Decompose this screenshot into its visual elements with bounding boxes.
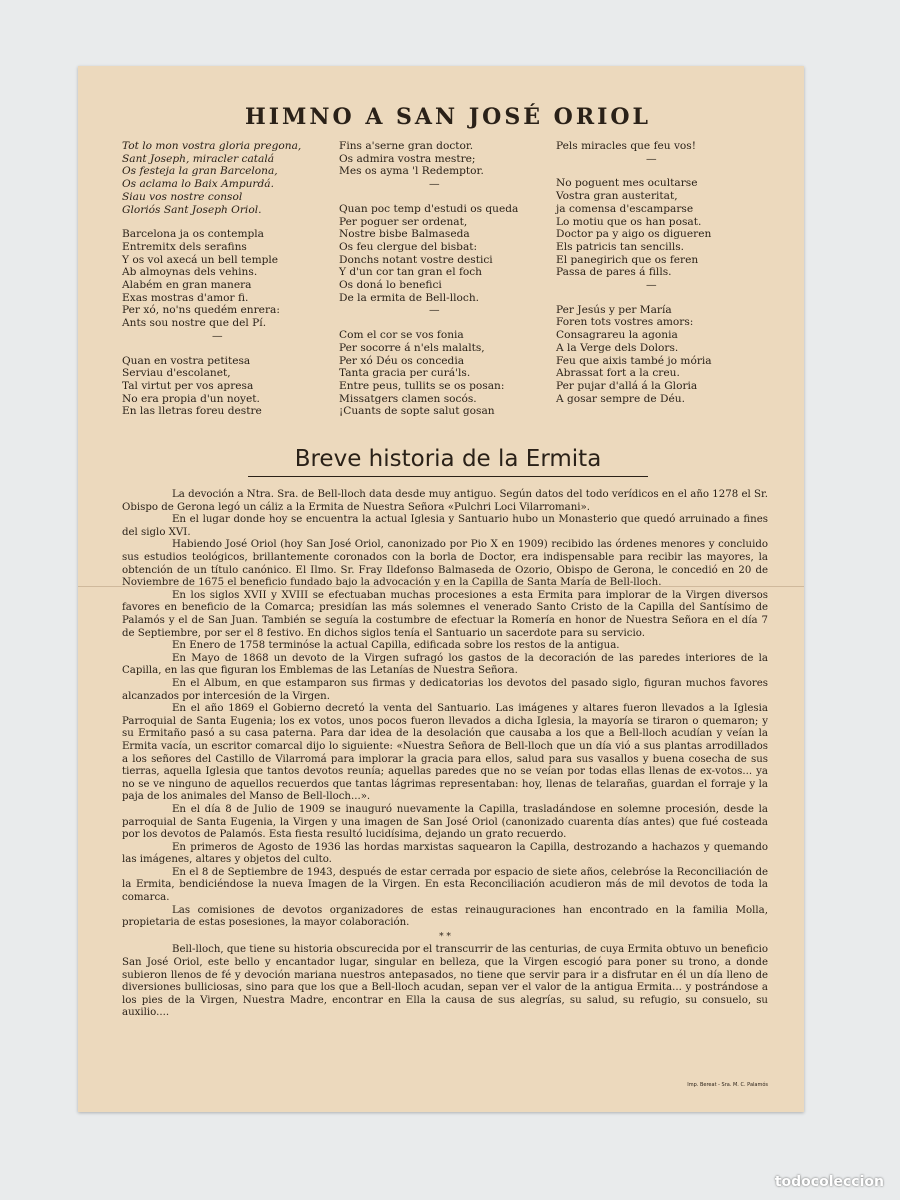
poem-line: Foren tots vostres amors: — [556, 316, 694, 329]
document-title: HIMNO A SAN JOSÉ ORIOL — [244, 104, 652, 130]
poem-line: Tanta gracia per curá'ls. — [339, 367, 471, 380]
poem-line: Vostra gran austeritat, — [556, 190, 678, 203]
poem-stanza — [339, 203, 534, 317]
poem-line: Os aclama lo Baix Ampurdá. — [122, 178, 274, 191]
poem-line: Ab almoynas dels vehins. — [122, 266, 258, 279]
watermark-logo: todocoleccion — [774, 1174, 884, 1190]
poem-line: Passa de pares á fills. — [556, 266, 672, 279]
poem-line: Per pujar d'allá á la Gloria — [556, 379, 698, 392]
poem-line: Com el cor se vos fonia — [339, 329, 464, 342]
poem-line: ja comensa d'escamparse — [556, 202, 694, 215]
poem-stanza — [339, 329, 534, 418]
poem-line: El panegirich que os feren — [556, 253, 699, 266]
poem-column-1 — [122, 140, 317, 430]
poem-line: A la Verge dels Dolors. — [556, 341, 679, 354]
poem-line: Per Jesús y per María — [556, 303, 672, 316]
poem-line: Feu que aixis també jo mória — [556, 354, 712, 367]
history-paragraph: En los siglos XVII y XVIII se efectuaban muchas procesiones a esta Ermita para implorar de la Virgen diversos favores en beneficio de la Comarca; presidían las más solemnes el venerado Santo Cristo de la Capilla del Santísimo de Palamós y el de San Juan. También se seguía la costumbre de efectuar la Romería en honor de Nuestra Señora en el día 7 de Septiembre, por ser el 8 festivo. En dichos siglos tenía el Santuario un sacerdote para su servicio. — [122, 589, 768, 639]
poem-line: No poguent mes ocultarse — [556, 177, 698, 190]
poem-line: Nostre bisbe Balmaseda — [339, 228, 470, 241]
history-paragraph: En primeros de Agosto de 1936 las hordas marxistas saquearon la Capilla, destrozando a hachazos y quemando las imágenes, altares y objetos del culto. — [122, 841, 768, 866]
printer-imprint: Imp. Bereat - Sra. M. C. Palamós — [687, 1082, 768, 1088]
hymn-poem — [122, 140, 774, 430]
poem-line: — — [646, 279, 657, 292]
poem-line: Quan poc temp d'estudi os queda — [339, 202, 519, 215]
poem-line: Os admira vostra mestre; — [339, 152, 476, 165]
poem-line: En las lletras foreu destre — [122, 405, 262, 418]
poem-line: Doctor pa y aigo os digueren — [556, 228, 712, 241]
history-paragraph: En el lugar donde hoy se encuentra la actual Iglesia y Santuario hubo un Monasterio que quedó arruinado a fines del siglo XVI. — [122, 514, 768, 538]
poem-line: Siau vos nostre consol — [122, 190, 243, 203]
poem-line: Els patricis tan sencills. — [556, 240, 685, 253]
section-heading: Breve historia de la Ermita — [248, 446, 648, 477]
closing-paragraph: Bell-lloch, que tiene su historia obscurecida por el transcurrir de las centurias, de cuya Ermita obtuvo un beneficio San José Oriol, este bello y encantador lugar, singular en belleza, que la Virgen escogió para poner su trono, a donde subieron llenos de fé y devoción mariana nuestros antepasados, no tiene que servir para ir a disfrutar en él un día lleno de diversiones bulliciosas, sino para que los que a Bell-lloch acudan, sepan ver el valor de la antigua Ermita... y postrándose a los pies de la Virgen, Nuestra Madre, encontrar en Ella la causa de sus alegrías, su salud, su refugio, su consuelo, su auxilio.... — [122, 944, 768, 1019]
history-paragraph: En el año 1869 el Gobierno decretó la venta del Santuario. Las imágenes y altares fueron llevados a la Iglesia Parroquial de Santa Eugenia; los ex votos, unos pocos fueron llevados a dicha Iglesia, la mayoría se tiraron o quemaron; y su Ermitaño pasó a su casa paterna. Para dar idea de la desolación que causaba a los que a Bell-lloch acudían y veían la Ermita vacía, un escritor comarcal dijo lo siguiente: «Nuestra Señora de Bell-lloch que un día vió a sus plantas arrodillados a los señores del Castillo de Vilarromá para implorar la gracia para ellos, salud para sus vasallos y buena cosecha de sus tierras, aquella Iglesia que tantos devotos reunía; aquellas paredes que no se veían por todas ellas llenas de ex-votos... ya no se ve ninguno de aquellos recuerdos que tantas lágrimas representaban: hoy, llenas de telarañas, guardan el forraje y la paja de los animales del Manso de Bell-lloch...». — [122, 703, 768, 803]
history-text — [122, 489, 774, 1020]
poem-line: Os feu clergue del bisbat: — [339, 240, 478, 253]
paper-fold — [78, 586, 804, 587]
history-paragraph: En Mayo de 1868 un devoto de la Virgen sufragó los gastos de la decoración de las paredes interiores de la Capilla, en las que figuran los Emblemas de las Letanías de Nuestra Señora. — [122, 652, 768, 677]
poem-line: Missatgers clamen socós. — [339, 392, 477, 405]
poem-line: Mes os ayma 'l Redemptor. — [339, 165, 484, 178]
poem-line: Sant Joseph, miracler catalá — [122, 152, 275, 165]
poem-stanza — [122, 140, 317, 216]
poem-line: Serviau d'escolanet, — [122, 367, 231, 380]
poem-line: Exas mostras d'amor fi. — [122, 291, 249, 304]
history-paragraph: En el día 8 de Julio de 1909 se inauguró nuevamente la Capilla, trasladándose en solemne procesión, desde la parroquial de Santa Eugenia, la Virgen y una imagen de San José Oriol (canonizado cuarenta días antes) que fué costeada por los devotos de Palamós. Esta fiesta resultó lucidísima, dejando un grato recuerdo. — [122, 803, 768, 841]
poem-line: Abrassat fort a la creu. — [556, 367, 680, 380]
poem-line: Entre peus, tullits se os posan: — [339, 379, 505, 392]
poem-line: Per poguer ser ordenat, — [339, 215, 468, 228]
document-sheet — [78, 66, 804, 1112]
poem-line: No era propia d'un noyet. — [122, 392, 260, 405]
poem-line: — — [429, 304, 440, 317]
poem-stanza — [556, 304, 751, 406]
poem-line: Os festeja la gran Barcelona, — [122, 165, 278, 178]
poem-line: Y d'un cor tan gran el foch — [339, 266, 483, 279]
poem-stanza — [339, 140, 534, 191]
poem-line: — — [429, 178, 440, 191]
history-paragraph: En el 8 de Septiembre de 1943, después de estar cerrada por espacio de siete años, celebróse la Reconciliación de la Ermita, bendiciéndose la nueva Imagen de la Virgen. En esta Reconciliación acudieron más de mil devotos de toda la comarca. — [122, 866, 768, 904]
poem-line: Pels miracles que feu vos! — [556, 140, 696, 152]
history-paragraph: En Enero de 1758 terminóse la actual Capilla, edificada sobre los restos de la antigua. — [172, 640, 620, 652]
poem-line: A gosar sempre de Déu. — [556, 392, 685, 405]
poem-line: Entremitx dels serafins — [122, 240, 247, 253]
poem-line: De la ermita de Bell-lloch. — [339, 291, 480, 304]
separator-stars: * * — [439, 931, 451, 942]
poem-stanza — [556, 140, 751, 165]
poem-line: Quan en vostra petitesa — [122, 354, 251, 367]
poem-line: ¡Cuants de sopte salut gosan — [339, 405, 495, 418]
poem-line: — — [646, 152, 657, 165]
poem-line: Alabém en gran manera — [122, 279, 252, 292]
poem-line: Os doná lo benefici — [339, 279, 442, 292]
poem-line: Consagrareu la agonia — [556, 329, 678, 342]
poem-column-2 — [339, 140, 534, 430]
poem-line: Donchs notant vostre destici — [339, 253, 493, 266]
poem-stanza — [556, 177, 751, 291]
poem-line: Tal virtut per vos apresa — [122, 379, 254, 392]
poem-line: Y os vol axecá un bell temple — [122, 253, 279, 266]
poem-line: Per xó, no'ns quedém enrera: — [122, 304, 280, 317]
poem-line: Gloriós Sant Joseph Oriol. — [122, 203, 262, 216]
history-paragraph: En el Album, en que estamparon sus firmas y dedicatorias los devotos del pasado siglo, figuran muchos favores alcanzados por intercesión de la Virgen. — [122, 677, 768, 702]
poem-stanza — [122, 228, 317, 342]
poem-line: Per xó Déu os concedia — [339, 354, 465, 367]
history-paragraphs — [122, 489, 768, 930]
poem-line: Fins a'serne gran doctor. — [339, 140, 474, 152]
poem-line: Ants sou nostre que del Pí. — [122, 317, 267, 330]
poem-line: Lo motiu que os han posat. — [556, 215, 702, 228]
history-paragraph: La devoción a Ntra. Sra. de Bell-lloch data desde muy antiguo. Según datos del todo verídicos en el año 1278 el Sr. Obispo de Gerona legó un cáliz a la Ermita de Nuestra Señora «Pulchri Loci Vilarromani». — [122, 489, 768, 513]
poem-column-3 — [556, 140, 751, 430]
poem-line: Barcelona ja os contempla — [122, 228, 264, 241]
history-paragraph: Habiendo José Oriol (hoy San José Oriol, canonizado por Pio X en 1909) recibido las órdenes menores y concluido sus estudios teológicos, brillantemente coronados con la borla de Doctor, era indispensable para recibir las mayores, la obtención de un título canónico. El Ilmo. Sr. Fray Ildefonso Balmaseda de Ozorio, Obispo de Gerona, le concedió en 20 de Noviembre de 1675 el beneficio fundado bajo la advocación y en la Capilla de Santa María de Bell-lloch. — [122, 539, 768, 589]
poem-stanza — [122, 355, 317, 419]
poem-line: Tot lo mon vostra gloria pregona, — [122, 140, 302, 152]
poem-line: — — [212, 329, 223, 342]
poem-line: Per socorre á n'els malalts, — [339, 341, 485, 354]
history-paragraph: Las comisiones de devotos organizadores de estas reinauguraciones han encontrado en la familia Molla, propietaria de estas posesiones, la mayor colaboración. — [122, 904, 768, 929]
